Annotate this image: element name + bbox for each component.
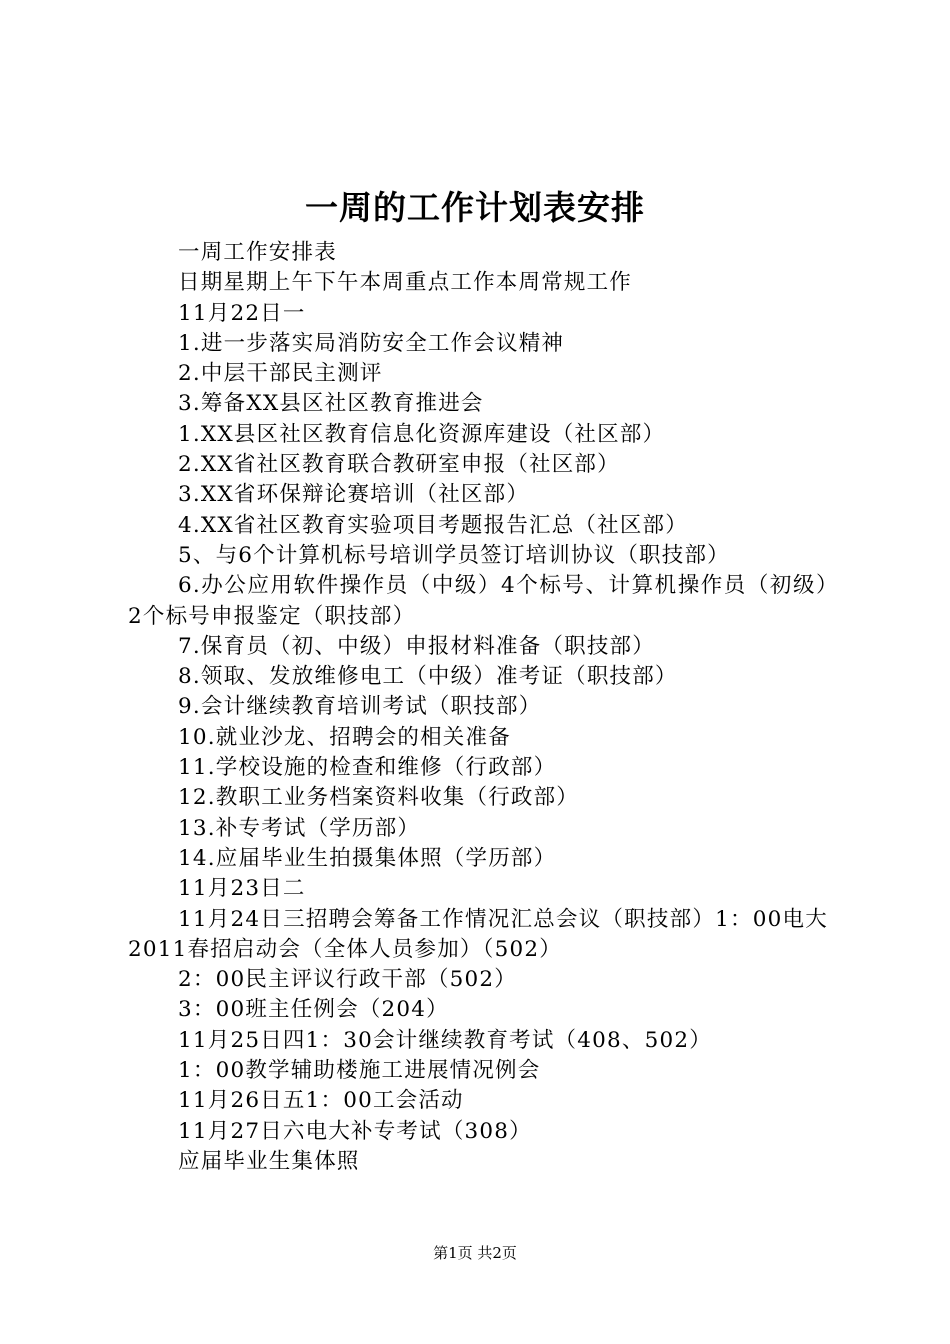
- text-line: 11月25日四1：30会计继续教育考试（408、502）: [178, 1027, 712, 1053]
- text-line: 1：00教学辅助楼施工进展情况例会: [178, 1058, 541, 1084]
- text-line: 2：00民主评议行政干部（502）: [178, 967, 517, 993]
- text-line: 12.教职工业务档案资料收集（行政部）: [178, 785, 579, 811]
- text-line: 9.会计继续教育培训考试（职技部）: [178, 694, 542, 720]
- text-line: 2.中层干部民主测评: [178, 361, 383, 387]
- text-line: 10.就业沙龙、招聘会的相关准备: [178, 724, 511, 750]
- text-line: 3.XX省环保辩论赛培训（社区部）: [178, 482, 530, 508]
- text-line: 1.进一步落实局消防安全工作会议精神: [178, 330, 565, 356]
- document-body: [128, 238, 828, 1177]
- text-line: 11月24日三招聘会筹备工作情况汇总会议（职技部）1：00电大2011春招启动会（全体人员参加）（502）: [128, 906, 828, 962]
- page-footer: 第1页 共2页: [433, 1244, 517, 1262]
- text-line: 3：00班主任例会（204）: [178, 997, 449, 1023]
- text-line: 3.筹备XX县区社区教育推进会: [178, 391, 484, 417]
- text-line: 7.保育员（初、中级）申报材料准备（职技部）: [178, 633, 655, 659]
- text-line: 11月27日六电大补专考试（308）: [178, 1118, 532, 1144]
- text-line: 6.办公应用软件操作员（中级）4个标号、计算机操作员（初级）2个标号申报鉴定（职技部）: [128, 573, 828, 629]
- text-line: 1.XX县区社区教育信息化资源库建设（社区部）: [178, 421, 666, 447]
- text-line: 11月22日一: [178, 300, 306, 326]
- text-line: 11.学校设施的检查和维修（行政部）: [178, 755, 557, 781]
- text-line: 14.应届毕业生拍摄集体照（学历部）: [178, 845, 557, 871]
- text-line: 4.XX省社区教育实验项目考题报告汇总（社区部）: [178, 512, 688, 538]
- text-line: 应届毕业生集体照: [178, 1148, 360, 1174]
- text-line: 日期星期上午下午本周重点工作本周常规工作: [178, 270, 633, 296]
- text-line: 11月26日五1：00工会活动: [178, 1088, 464, 1114]
- text-line: 2.XX省社区教育联合教研室申报（社区部）: [178, 452, 620, 478]
- document-title: 一周的工作计划表安排: [305, 188, 645, 227]
- text-line: 8.领取、发放维修电工（中级）准考证（职技部）: [178, 664, 678, 690]
- text-line: 11月23日二: [178, 876, 306, 902]
- text-line: 一周工作安排表: [178, 240, 337, 265]
- text-line: 13.补专考试（学历部）: [178, 815, 421, 841]
- text-line: 5、与6个计算机标号培训学员签订培训协议（职技部）: [178, 542, 730, 568]
